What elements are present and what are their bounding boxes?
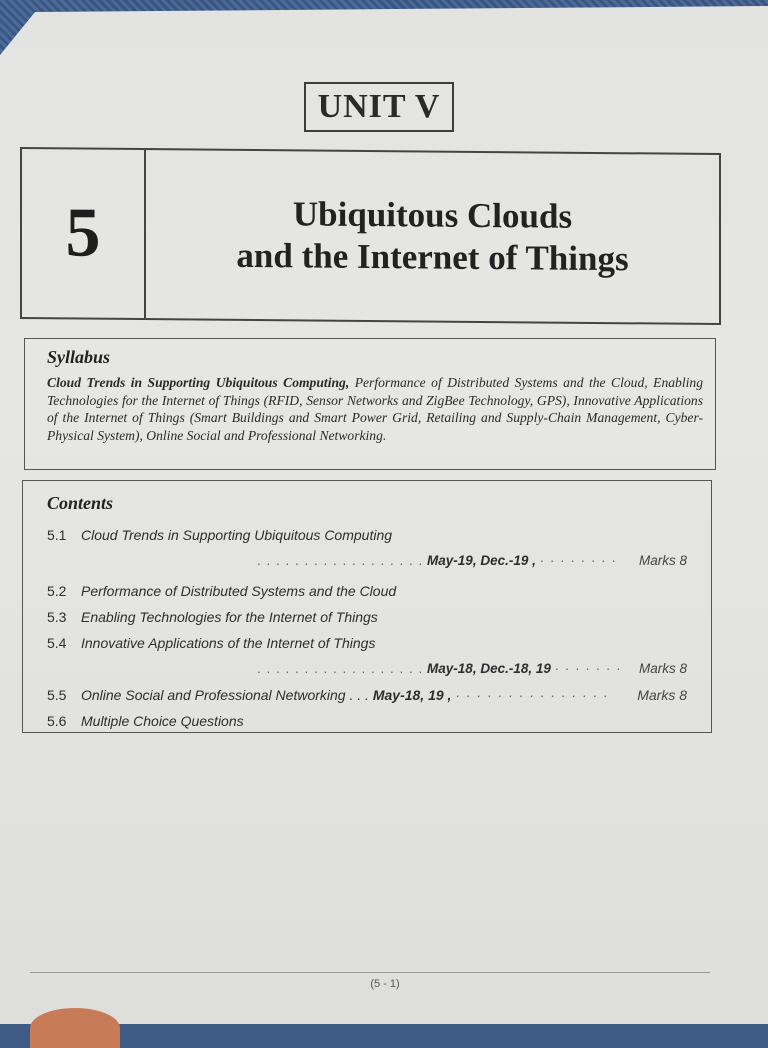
leader-dots: . . . . . . . . . . . . . . . . . .: [257, 553, 424, 568]
exam-dates: May-18, Dec.-18, 19: [427, 661, 551, 676]
footer-rule: [30, 972, 710, 973]
unit-label: UNIT V: [304, 82, 454, 132]
contents-item: [47, 522, 697, 548]
marks-label: Marks 8: [638, 661, 687, 676]
syllabus-text: [47, 374, 703, 444]
leader-dots: · · · · · · · · · · · · · · ·: [455, 687, 609, 703]
contents-item-title: Cloud Trends in Supporting Ubiquitous Computing: [81, 527, 393, 543]
contents-item: [47, 630, 697, 656]
marks-label: Marks 8: [638, 553, 687, 568]
contents-item: [47, 682, 697, 708]
contents-section: [22, 480, 712, 733]
chapter-header: [20, 147, 721, 325]
contents-item-number: 5.3: [47, 609, 67, 625]
syllabus-bold-lead: Cloud Trends in Supporting Ubiquitous Computing,: [47, 375, 350, 390]
syllabus-section: [24, 338, 716, 470]
leader-dots: · · · · · · · ·: [539, 553, 617, 568]
contents-item-detail: [47, 548, 697, 574]
contents-item-number: 5.6: [47, 713, 67, 729]
contents-item-title: Enabling Technologies for the Internet of Things: [81, 609, 378, 625]
contents-item-title: Innovative Applications of the Internet of Things: [81, 635, 376, 651]
leader-dots: · · · · · · ·: [554, 661, 622, 676]
chapter-title: [146, 150, 719, 323]
contents-item-title: Online Social and Professional Networking . . .: [81, 687, 369, 703]
contents-item-title: Multiple Choice Questions: [81, 713, 244, 729]
contents-heading: Contents: [47, 493, 114, 513]
contents-item-detail: [47, 656, 697, 682]
contents-item-title: Performance of Distributed Systems and the Cloud: [81, 583, 397, 599]
contents-item-number: 5.5: [47, 687, 67, 703]
chapter-title-line1: Ubiquitous Clouds: [292, 194, 573, 236]
syllabus-heading: Syllabus: [47, 347, 111, 367]
contents-item-number: 5.4: [47, 635, 67, 651]
contents-item: [47, 604, 697, 630]
contents-item-number: 5.2: [47, 583, 67, 599]
marks-label: Marks 8: [637, 687, 687, 703]
syllabus-body: Performance of Distributed Systems and the Cloud, Enabling Technologies for the Internet of Things (RFID, Sensor Networks and ZigBee Technology, GPS), Innovative Applications of the Internet of Things (Smart Buildings and Smart Power Grid, Retailing and Supply-Chain Management, Cyber-Physical System), Online Social and Professional Networking.: [47, 375, 703, 443]
exam-dates: May-18, 19 ,: [372, 687, 452, 703]
leader-dots: . . . . . . . . . . . . . . . . . .: [257, 661, 424, 676]
page-number: (5 - 1): [370, 978, 400, 990]
contents-item: [47, 578, 697, 604]
contents-item-number: 5.1: [47, 527, 67, 543]
thumb-holding-page: [30, 1008, 120, 1048]
chapter-number: 5: [22, 149, 146, 318]
chapter-title-line2: and the Internet of Things: [236, 235, 629, 279]
exam-dates: May-19, Dec.-19 ,: [427, 553, 536, 568]
contents-item: [47, 708, 697, 734]
